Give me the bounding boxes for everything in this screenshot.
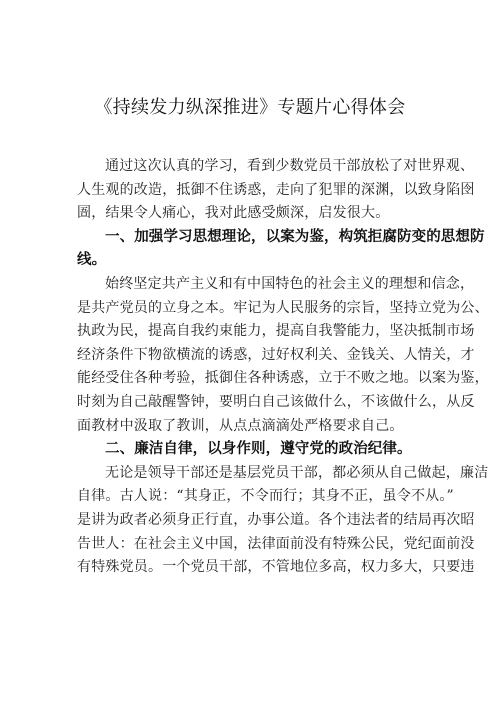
text-line: 自律。古人说：“其身正，不令而行；其身不正，虽令不从。” bbox=[77, 488, 454, 505]
text-line: 面教材中汲取了教训，从点点滴滴处严格要求自己。 bbox=[77, 417, 404, 434]
text-line: 执政为民，提高自我约束能力，提高自我警能力，坚决抵制市场 bbox=[77, 323, 475, 340]
text-line: 能经受住各种考验，抵御住各种诱惑，立于不败之地。以案为鉴， bbox=[77, 370, 489, 387]
text-line: 告世人：在社会主义中国，法律面前没有特殊公民，党纪面前没 bbox=[77, 535, 475, 552]
section-2-paragraph bbox=[77, 462, 489, 580]
text-line: 是共产党员的立身之本。牢记为人民服务的宗旨，坚持立党为公、 bbox=[77, 299, 489, 316]
heading-line: 线。 bbox=[77, 252, 107, 269]
text-line: 时刻为自己敲醒警钟，要明白自己该做什么，不该做什么，从反 bbox=[77, 393, 475, 410]
section-1-heading bbox=[77, 226, 485, 273]
document-body bbox=[77, 155, 489, 580]
text-line: 人生观的改造，抵御不住诱惑，走向了犯罪的深渊，以致身陷囹 bbox=[77, 181, 475, 198]
heading-line: 二、廉洁自律，以身作则，遵守党的政治纪律。 bbox=[105, 441, 412, 458]
text-line: 通过这次认真的学习，看到少数党员干部放松了对世界观、 bbox=[105, 158, 475, 174]
text-line: 无论是领导干部还是基层党员干部，都必须从自己做起，廉洁 bbox=[105, 464, 489, 481]
section-2-heading bbox=[77, 438, 437, 462]
text-line: 经济条件下物欲横流的诱惑，过好权利关、金钱关、人情关，才 bbox=[77, 346, 475, 363]
text-line: 始终坚定共产主义和有中国特色的社会主义的理想和信念， bbox=[105, 275, 475, 292]
intro-paragraph bbox=[77, 155, 475, 226]
text-line: 圄，结果令人痛心，我对此感受颇深，启发很大。 bbox=[77, 205, 390, 222]
text-line: 有特殊党员。一个党员干部，不管地位多高，权力多大，只要违 bbox=[77, 559, 475, 576]
section-1-paragraph bbox=[77, 273, 489, 438]
text-line: 是讲为政者必须身正行直，办事公道。各个违法者的结局再次昭 bbox=[77, 511, 475, 528]
document-title: 《持续发力纵深推进》专题片心得体会 bbox=[94, 97, 406, 118]
heading-line: 一、加强学习思想理论，以案为鉴，构筑拒腐防变的思想防 bbox=[105, 228, 485, 245]
